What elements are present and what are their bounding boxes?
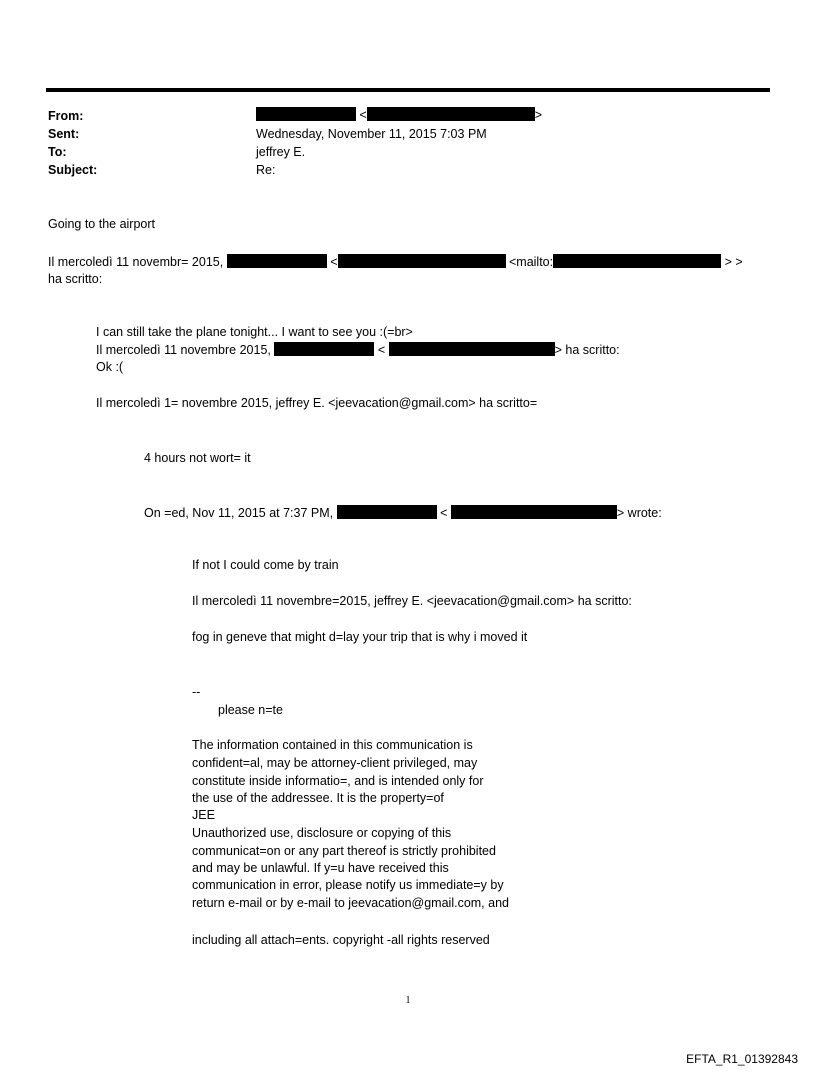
header-rule xyxy=(46,88,770,92)
redaction-block xyxy=(337,505,437,519)
disclaimer-line: confident=al, may be attorney-client privileged, may xyxy=(192,756,478,770)
subject-value: Re: xyxy=(256,163,276,177)
quote3-line-1: If not I could come by train xyxy=(192,558,339,572)
redaction-block xyxy=(553,254,721,268)
body-line-3: ha scritto: xyxy=(48,272,103,286)
redaction-block xyxy=(274,342,374,356)
quote1-line2-text-b: < xyxy=(377,343,386,357)
disclaimer-line: Unauthorized use, disclosure or copying of this xyxy=(192,826,452,840)
line2-text-b: < xyxy=(330,255,338,269)
redaction-block xyxy=(367,107,535,121)
disclaimer-line: return e-mail or by e-mail to jeevacation@gmail.com, and xyxy=(192,896,509,910)
from-lt: < xyxy=(359,108,367,122)
line2-text-c: <mailto: xyxy=(508,255,554,269)
body-line-1: Going to the airport xyxy=(48,217,156,231)
redaction-block xyxy=(338,254,506,268)
redaction-block xyxy=(256,107,356,121)
bates-number: EFTA_R1_01392843 xyxy=(686,1052,798,1066)
disclaimer-line: the use of the addressee. It is the property=of xyxy=(192,791,444,805)
quote1-line-4: Il mercoledì 1= novembre 2015, jeffrey E. <jeevacation@gmail.com> ha scritto= xyxy=(96,396,538,410)
signature-note: please n=te xyxy=(218,703,283,717)
redaction-block xyxy=(451,505,617,519)
quote2-line2-text-a: On =ed, Nov 11, 2015 at 7:37 PM, xyxy=(144,506,334,520)
quote2-line2-text-c: > wrote: xyxy=(616,506,662,520)
page-number: 1 xyxy=(405,995,411,1006)
redaction-block xyxy=(227,254,327,268)
quote3-line-3: fog in geneve that might d=lay your trip that is why i moved it xyxy=(192,630,528,644)
closing-line: including all attach=ents. copyright -all rights reserved xyxy=(192,933,490,947)
subject-label: Subject: xyxy=(48,163,98,177)
quote1-line2-text-a: Il mercoledì 11 novembre 2015, xyxy=(96,343,271,357)
sent-value: Wednesday, November 11, 2015 7:03 PM xyxy=(256,127,487,141)
sent-label: Sent: xyxy=(48,127,80,141)
quote1-line-1: I can still take the plane tonight... I want to see you :(=br> xyxy=(96,325,413,339)
disclaimer-line: and may be unlawful. If y=u have received this xyxy=(192,861,449,875)
disclaimer-line: constitute inside informatio=, and is intended only for xyxy=(192,774,484,788)
disclaimer-line: communication in error, please notify us immediate=y by xyxy=(192,878,504,892)
quote2-line-1: 4 hours not wort= it xyxy=(144,451,251,465)
disclaimer-line: JEE xyxy=(192,808,215,822)
line2-text-d: > > xyxy=(724,255,743,269)
from-gt: > xyxy=(534,108,543,122)
body-line-2 xyxy=(48,254,743,269)
redaction-block xyxy=(389,342,555,356)
to-value: jeffrey E. xyxy=(256,145,306,159)
quote3-line-2: Il mercoledì 11 novembre=2015, jeffrey E. <jeevacation@gmail.com> ha scritto: xyxy=(192,594,632,608)
from-value xyxy=(256,107,542,122)
signature-dash: -- xyxy=(192,685,201,699)
quote1-line-3: Ok :( xyxy=(96,360,124,374)
disclaimer-line: communicat=on or any part thereof is strictly prohibited xyxy=(192,844,496,858)
to-label: To: xyxy=(48,145,67,159)
quote1-line-2 xyxy=(96,342,620,357)
quote1-line2-text-c: > ha scritto: xyxy=(554,343,620,357)
line2-text-a: Il mercoledì 11 novembr= 2015, xyxy=(48,255,224,269)
quote2-line-2 xyxy=(144,505,662,520)
from-label: From: xyxy=(48,109,84,123)
disclaimer-line: The information contained in this communication is xyxy=(192,738,473,752)
quote2-line2-text-b: < xyxy=(440,506,448,520)
